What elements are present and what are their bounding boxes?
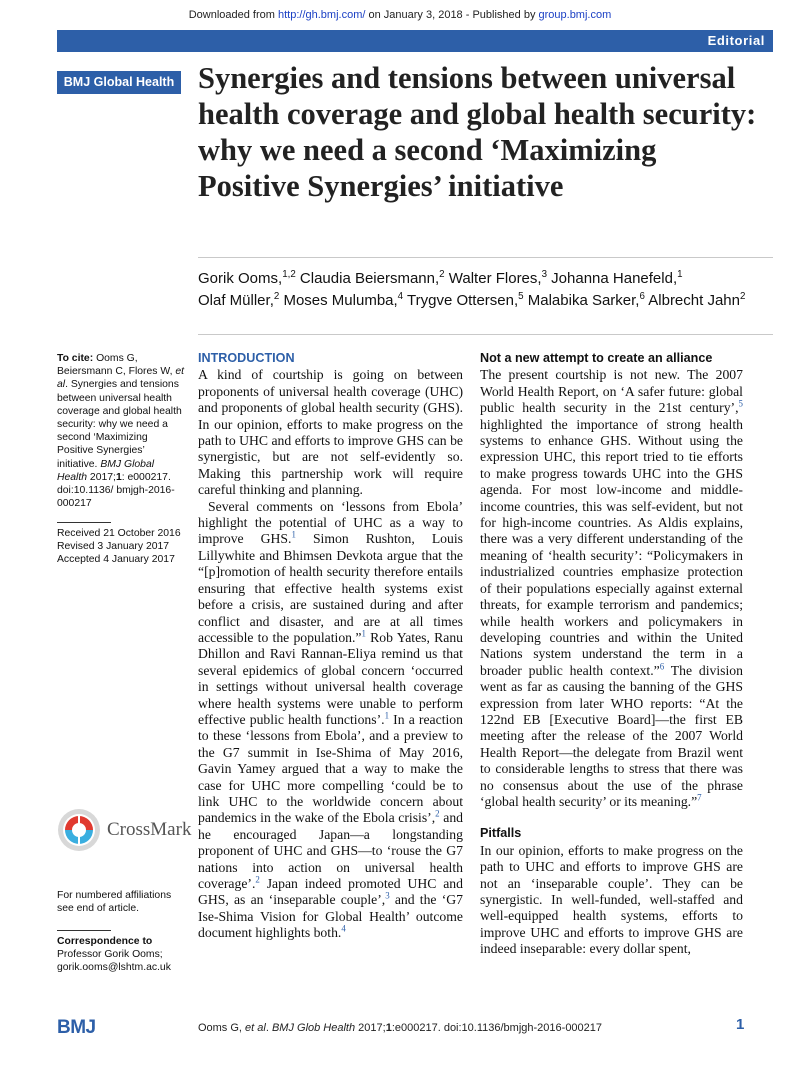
- correspondence-label: Correspondence to: [57, 936, 153, 947]
- alliance-heading: Not a new attempt to create an alliance: [480, 351, 713, 365]
- cite-label: To cite:: [57, 353, 94, 364]
- citation-block: To cite: Ooms G, Beiersmann C, Flores W, et al. Synergies and tensions between universal health coverage and global health security: why we need a second ‘Maximizing Positive Synergies’ initiative. BMJ Global Health 2017;1: e000217. doi:10.1136/ bmjgh-2016-000217: [57, 353, 185, 510]
- crossmark-badge[interactable]: [57, 808, 192, 852]
- received-date: Received 21 October 2016: [57, 528, 181, 539]
- section-bar: [57, 30, 773, 52]
- pitfalls-heading: Pitfalls: [480, 826, 522, 841]
- download-site-link[interactable]: http://gh.bmj.com/: [278, 9, 366, 21]
- correspondence-name: Professor Gorik Ooms;: [57, 949, 163, 961]
- revised-date: Revised 3 January 2017: [57, 541, 170, 553]
- section-label: Editorial: [707, 33, 765, 48]
- crossmark-label: CrossMark: [107, 819, 192, 840]
- affiliations-note: For numbered affiliations see end of article.: [57, 890, 172, 915]
- correspondence-email[interactable]: gorik.ooms@lshtm.ac.uk: [57, 962, 171, 974]
- author: Johanna Hanefeld,$^1$: [547, 269, 683, 287]
- correspondence-block: [57, 930, 185, 975]
- author: Olaf Müller,$^2$: [198, 291, 280, 309]
- author-list: [198, 268, 768, 312]
- bmj-logo: BMJ: [57, 1017, 96, 1038]
- body-column-right: [480, 350, 743, 958]
- download-prefix: Downloaded from: [188, 9, 278, 21]
- dates-block: [57, 522, 185, 567]
- accepted-date: Accepted 4 January 2017: [57, 554, 175, 566]
- author: Gorik Ooms,$^{1,2}$: [198, 269, 296, 287]
- paragraph: The present courtship is not new. The 2007 World Health Report, on ‘A safer future: global public health security in the 21st century’,$^5$ highlighted the importance of strong health systems to enhance GHS. Without using the expression UHC, this report tried to tie efforts to make progress towards UHC into the GHS agenda. For most low-income and middle-income countries, this was self-evident, but not for high-income countries. As Aldis explains, there was a very different understanding of the meaning of ‘health security’: “Policymakers in industrialized countries emphasize protection of their populations especially against external threats, for example terrorism and pandemics; while health workers and policymakers in developing countries and within the United Nations system understand the term in a broader public health context.”$^6$ The division went as far as causing the banning of the GHS expression from later WHO reports: “At the 122nd EB [Executive Board]—the first EB meeting after the release of the 2007 World Health Report—the delegate from Brazil went to considerable lengths to stress that there was no consensus about the use of the phrase ‘global health security’ or its meaning.”$^7$: [480, 367, 743, 809]
- footer-citation: Ooms G, et al. BMJ Glob Health 2017;1:e000217. doi:10.1136/bmjgh-2016-000217: [197, 1022, 603, 1034]
- divider: [57, 930, 111, 931]
- article-title: Synergies and tensions between universal health coverage and global health security: why we need a second ‘Maximizing Positive Synergies’ initiative: [198, 61, 757, 203]
- author: Moses Mulumba,$^4$: [279, 291, 404, 309]
- download-middle: on January 3, 2018 - Published by: [365, 9, 539, 21]
- page-number: 1: [736, 1016, 745, 1033]
- paragraph: In our opinion, efforts to make progress on the path to UHC and efforts to improve GHS are not an ‘inseparable couple’. They can be synergistic. In well-funded, well-staffed and well-equipped health systems, efforts to improve UHC and efforts to improve GHS are indeed inseparable: every dollar spent,: [480, 842, 743, 957]
- author: Albrecht Jahn$^2$: [644, 291, 746, 309]
- author: Walter Flores,$^3$: [444, 269, 548, 287]
- body-column-left: [198, 350, 463, 942]
- author: Claudia Beiersmann,$^2$: [295, 269, 445, 287]
- author: Trygve Ottersen,$^5$: [403, 291, 524, 309]
- divider: [57, 522, 111, 523]
- paragraph: Several comments on ‘lessons from Ebola’ highlight the potential of UHC as a way to improve GHS.$^1$ Simon Rushton, Louis Lillywhite and Bhimsen Devkota argue that the “[p]romotion of health security therefore entails ensuring that effective health systems exist before a crisis, are sustained during and after conflict and disaster, and are at all times accessible to the population.”$^1$ Rob Yates, Ranu Dhillon and Ravi Rannan-Eliya remind us that several epidemics of global concern ‘occurred in settings without universal health coverage where health systems were unable to perform effective public health functions’.$^1$ In a reaction to these ‘lessons from Ebola’, and a preview to the G7 summit in Ise-Shima of May 2016, Gavin Yamey argued that a way to make the case for UHC more compelling ‘could be to link UHC to the worldwide concern about pandemics in the wake of the Ebola crisis’,$^2$ and he encouraged Japan—a longstanding proponent of UHC and GHS—to ‘rouse the G7 nations into action on universal health coverage’.$^2$ Japan indeed promoted UHC and GHS, as an ‘inseparable couple’,$^3$ and the ‘G7 Ise-Shima Vision for Global Health’ outcome document highlights both.$^4$: [198, 498, 464, 941]
- title-divider: [198, 257, 773, 258]
- paragraph: A kind of courtship is going on between proponents of universal health coverage (UHC) and proponents of global health security (GHS). In our opinion, efforts to make progress on the path to UHC and efforts to improve GHS can be synergistic, but are not self-evidently so. Making this partnership work will require careful thinking and planning.: [198, 367, 463, 498]
- author: Malabika Sarker,$^6$: [523, 291, 645, 309]
- publisher-link[interactable]: group.bmj.com: [538, 9, 612, 21]
- intro-heading: INTRODUCTION: [198, 351, 295, 365]
- download-notice: [0, 9, 800, 21]
- journal-badge: BMJ Global Health: [57, 71, 181, 94]
- crossmark-icon: [57, 808, 101, 852]
- authors-divider: [198, 334, 773, 335]
